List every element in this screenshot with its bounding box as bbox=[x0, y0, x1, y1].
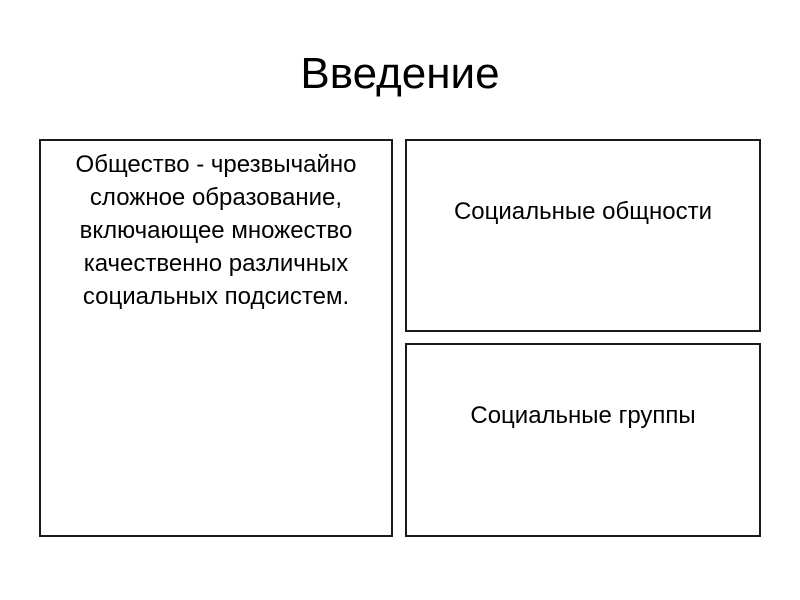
social-groups-text: Социальные группы bbox=[470, 402, 696, 429]
social-groups-box bbox=[405, 343, 761, 537]
definition-text: Общество - чрезвычайно сложное образование, включающее множество качественно различных социальных подсистем. bbox=[75, 151, 357, 310]
social-communities-box bbox=[405, 139, 761, 332]
social-communities-text: Социальные общности bbox=[453, 198, 713, 225]
slide-title: Введение bbox=[300, 49, 500, 98]
definition-box bbox=[39, 139, 393, 537]
